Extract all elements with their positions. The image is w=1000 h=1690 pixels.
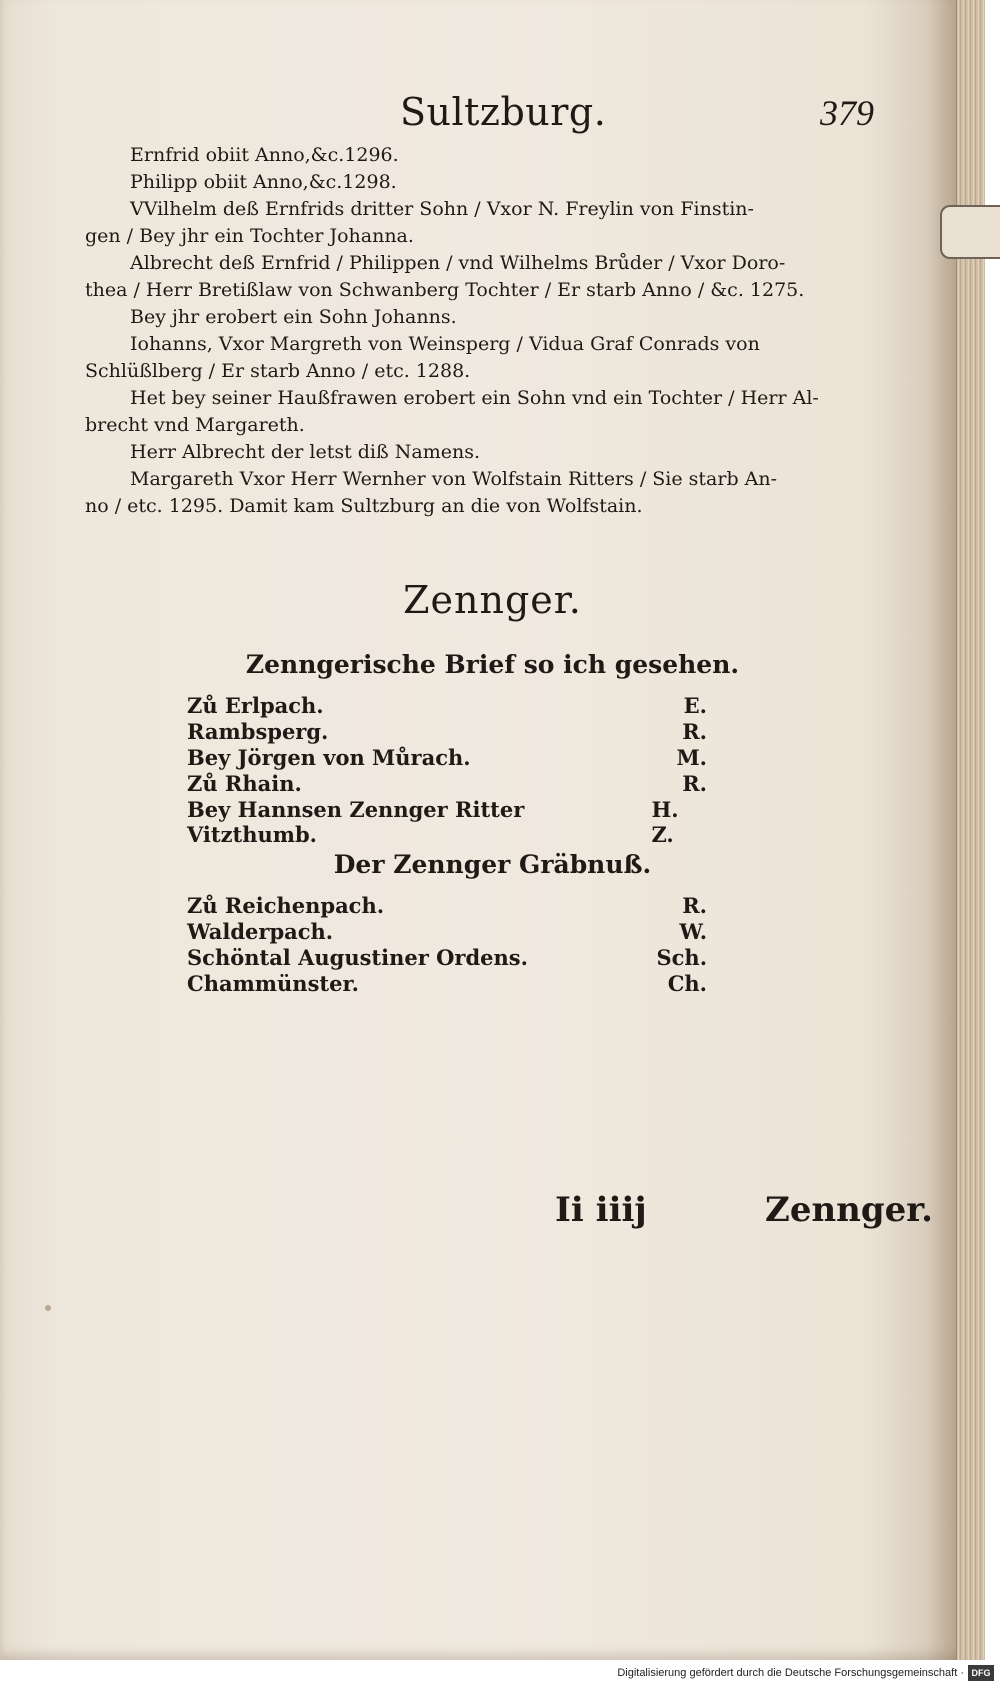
dfg-logo: DFG: [968, 1665, 994, 1681]
entry-line: Margareth Vxor Herr Wernher von Wolfstain Ritters / Sie starb An-: [130, 468, 778, 490]
list-item: [187, 719, 707, 744]
entry-line: no / etc. 1295. Damit kam Sultzburg an die von Wolfstain.: [85, 495, 643, 517]
entry-line: Het bey seiner Haußfrawen erobert ein Sohn vnd ein Tochter / Herr Al-: [130, 387, 819, 409]
list-item-mark: Ch.: [667, 971, 707, 996]
list-item-mark: Sch.: [656, 945, 707, 970]
entry-line: Herr Albrecht der letst diß Namens.: [130, 441, 480, 463]
list-item-place: Zů Rhain.: [187, 771, 302, 796]
list-item-mark: E.: [683, 693, 707, 718]
bookmark-tab: [940, 205, 1000, 259]
paper-spot: [45, 1305, 51, 1311]
list-item: [187, 945, 707, 970]
funding-credit: Digitalisierung gefördert durch die Deutsche Forschungsgemeinschaft ·: [617, 1667, 964, 1679]
entry-line: Schlüßlberg / Er starb Anno / etc. 1288.: [85, 360, 471, 382]
entry-line: Iohanns, Vxor Margreth von Weinsperg / Vidua Graf Conrads von: [130, 333, 760, 355]
entry-line: Bey jhr erobert ein Sohn Johanns.: [130, 306, 457, 328]
list-item: [187, 919, 707, 944]
list-item: [187, 771, 707, 796]
list-item-place: Bey Jörgen von Můrach.: [187, 745, 471, 770]
list-item-mark: H. Z.: [651, 797, 679, 847]
list-item-place: Zů Reichenpach.: [187, 893, 385, 918]
list-item: [187, 971, 707, 996]
entry-line: thea / Herr Bretißlaw von Schwanberg Tochter / Er starb Anno / &c. 1275.: [85, 279, 805, 301]
signature-mark: Ii iiij: [555, 1190, 647, 1230]
list-item-mark: R.: [682, 893, 707, 918]
list-item: [187, 797, 707, 847]
list-item-place: Schöntal Augustiner Ordens.: [187, 945, 528, 970]
list-item-place: Rambsperg.: [187, 719, 329, 744]
list-item: [187, 693, 707, 718]
page-number: 379: [820, 93, 874, 133]
entry-line: Albrecht deß Ernfrid / Philippen / vnd Wilhelms Brůder / Vxor Doro-: [130, 252, 786, 274]
list-item-mark: R.: [682, 719, 707, 744]
list-item-place: Walderpach.: [187, 919, 334, 944]
list-item-mark: W.: [679, 919, 707, 944]
entry-line: VVilhelm deß Ernfrids dritter Sohn / Vxor N. Freylin von Finstin-: [130, 198, 754, 220]
list-item: [187, 745, 707, 770]
burials-heading: Der Zennger Gräbnuß.: [333, 850, 652, 879]
entry-line: gen / Bey jhr ein Tochter Johanna.: [85, 225, 414, 247]
list-item-mark: M.: [676, 745, 707, 770]
running-head: Sultzburg.: [400, 90, 607, 134]
entry-line: Ernfrid obiit Anno,&c.1296.: [130, 144, 399, 166]
footer-bar: [0, 1660, 1000, 1690]
catchword: Zennger.: [765, 1190, 933, 1230]
list-item-place: Zů Erlpach.: [187, 693, 324, 718]
list-item: [187, 893, 707, 918]
entry-line: Philipp obiit Anno,&c.1298.: [130, 171, 397, 193]
section-title: Zennger.: [403, 578, 582, 622]
list-item-mark: R.: [682, 771, 707, 796]
entry-line: brecht vnd Margareth.: [85, 414, 305, 436]
list-item-place: Chammünster.: [187, 971, 359, 996]
list-item-place: Bey Hannsen Zennger Ritter Vitzthumb.: [187, 797, 525, 847]
letters-heading: Zenngerische Brief so ich gesehen.: [245, 650, 740, 679]
